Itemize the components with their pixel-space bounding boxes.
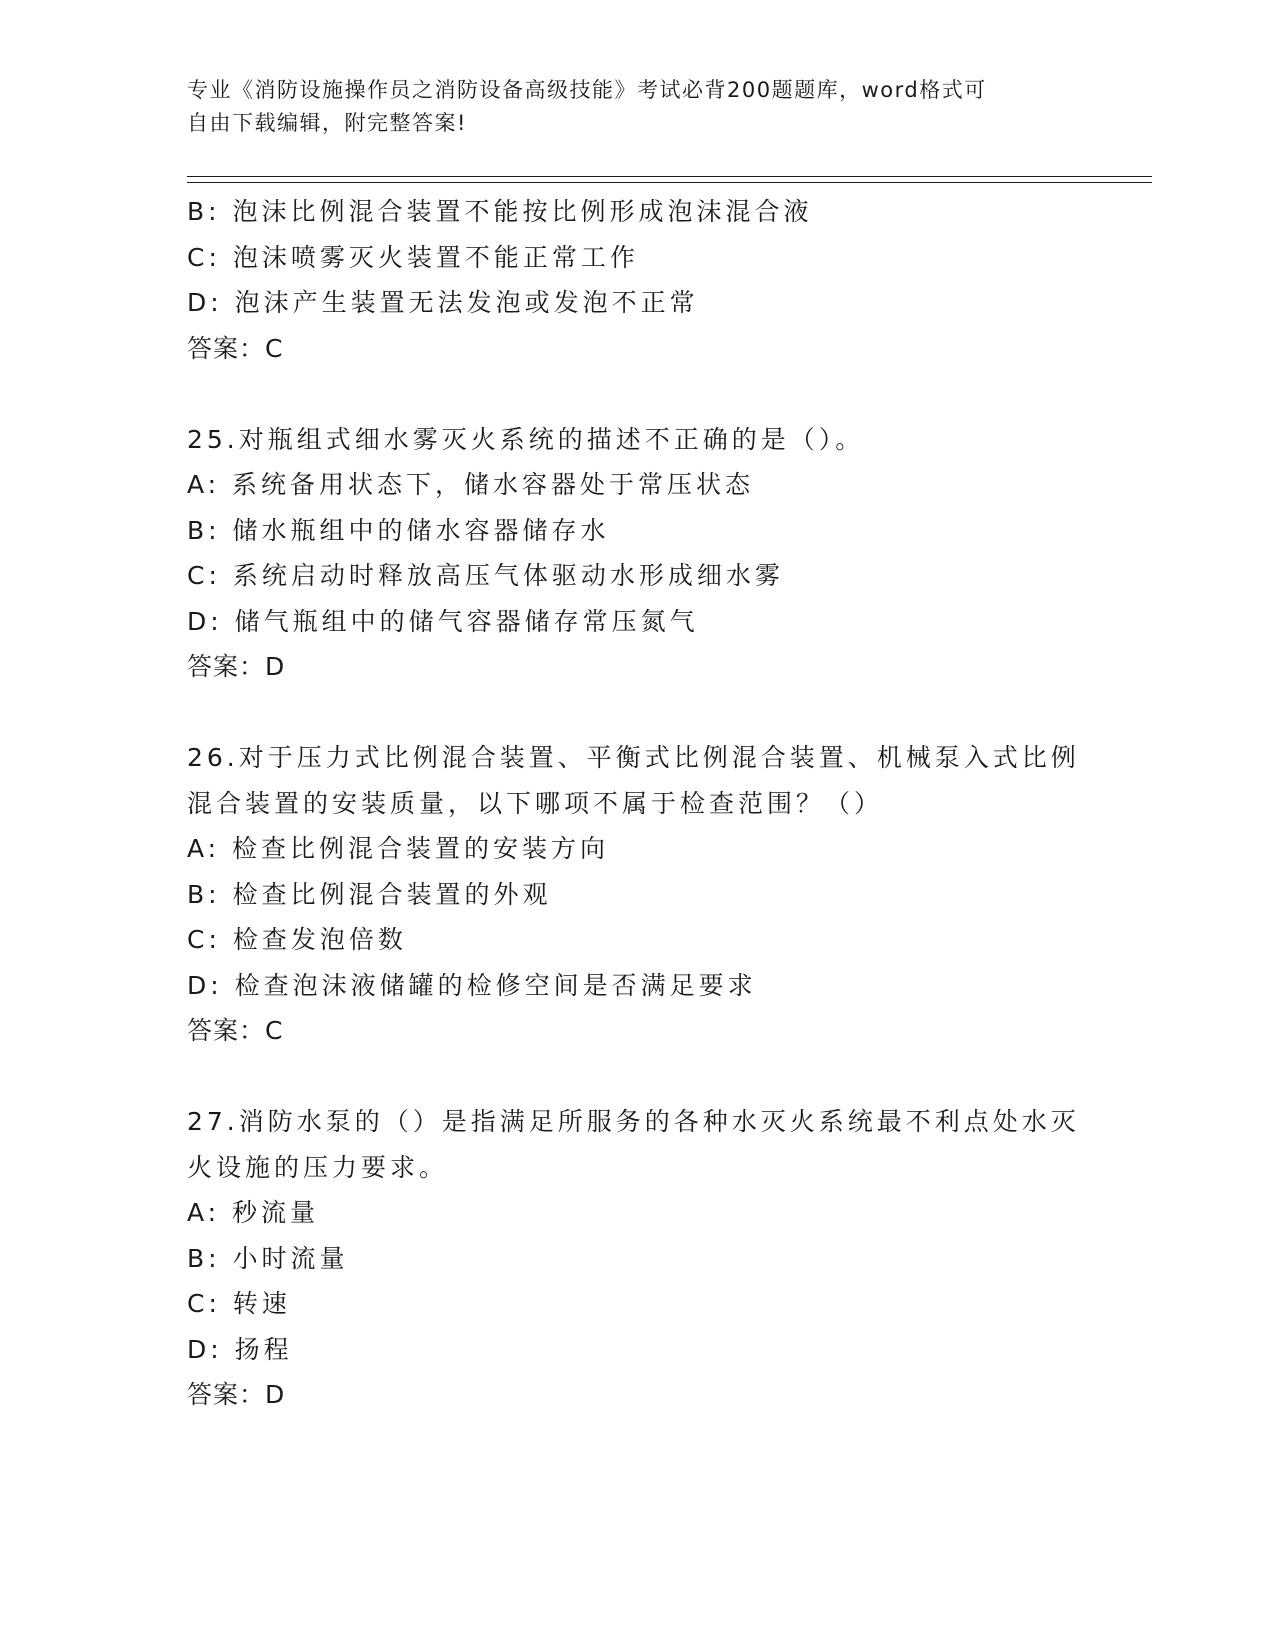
answer-line: 答案：D [187,1380,286,1409]
question-list [187,189,1087,1418]
option-a: A: 秒流量 [187,1198,320,1227]
question-block [187,417,1087,691]
block-spacer [187,372,1087,417]
option-d: D: 扬程 [187,1334,293,1364]
document-header [187,74,1087,140]
option-c: C: 检查发泡倍数 [187,925,407,954]
option-b: B: 小时流量 [187,1243,349,1273]
option-a: A: 检查比例混合装置的安装方向 [187,834,610,863]
header-line-1: 专业《消防设施操作员之消防设备高级技能》考试必背200题题库，word格式可 [187,78,987,102]
question-stem: 26.对于压力式比例混合装置、平衡式比例混合装置、机械泵入式比例 [187,743,1080,772]
option-c: C: 泡沫喷雾灭火装置不能正常工作 [187,242,639,272]
option-a: A: 系统备用状态下，储水容器处于常压状态 [187,470,755,499]
question-stem: 27.消防水泵的（）是指满足所服务的各种水灭火系统最不利点处水灭 [187,1107,1080,1136]
option-b: B: 储水瓶组中的储水容器储存水 [187,515,610,545]
answer-line: 答案：C [187,333,284,363]
option-c: C: 系统启动时释放高压气体驱动水形成细水雾 [187,561,784,590]
option-d: D: 检查泡沫液储罐的检修空间是否满足要求 [187,970,757,1000]
option-c: C: 转速 [187,1289,291,1318]
header-line-2: 自由下载编辑，附完整答案! [187,111,467,135]
question-block [187,735,1087,1054]
header-divider-bottom [187,182,1152,183]
option-d: D: 储气瓶组中的储气容器储存常压氮气 [187,606,699,636]
option-b: B: 泡沫比例混合装置不能按比例形成泡沫混合液 [187,197,813,226]
question-block [187,1099,1087,1418]
question-stem-continued: 混合装置的安装质量，以下哪项不属于检查范围？（） [187,788,884,818]
answer-line: 答案：D [187,652,286,681]
option-d: D: 泡沫产生装置无法发泡或发泡不正常 [187,288,699,317]
question-stem: 25.对瓶组式细水雾灭火系统的描述不正确的是（）。 [187,424,865,454]
option-b: B: 检查比例混合装置的外观 [187,879,552,909]
question-block [187,189,1087,372]
block-spacer [187,690,1087,735]
block-spacer [187,1054,1087,1099]
header-divider-top [187,176,1152,177]
answer-line: 答案：C [187,1016,284,1045]
question-stem-continued: 火设施的压力要求。 [187,1152,449,1182]
